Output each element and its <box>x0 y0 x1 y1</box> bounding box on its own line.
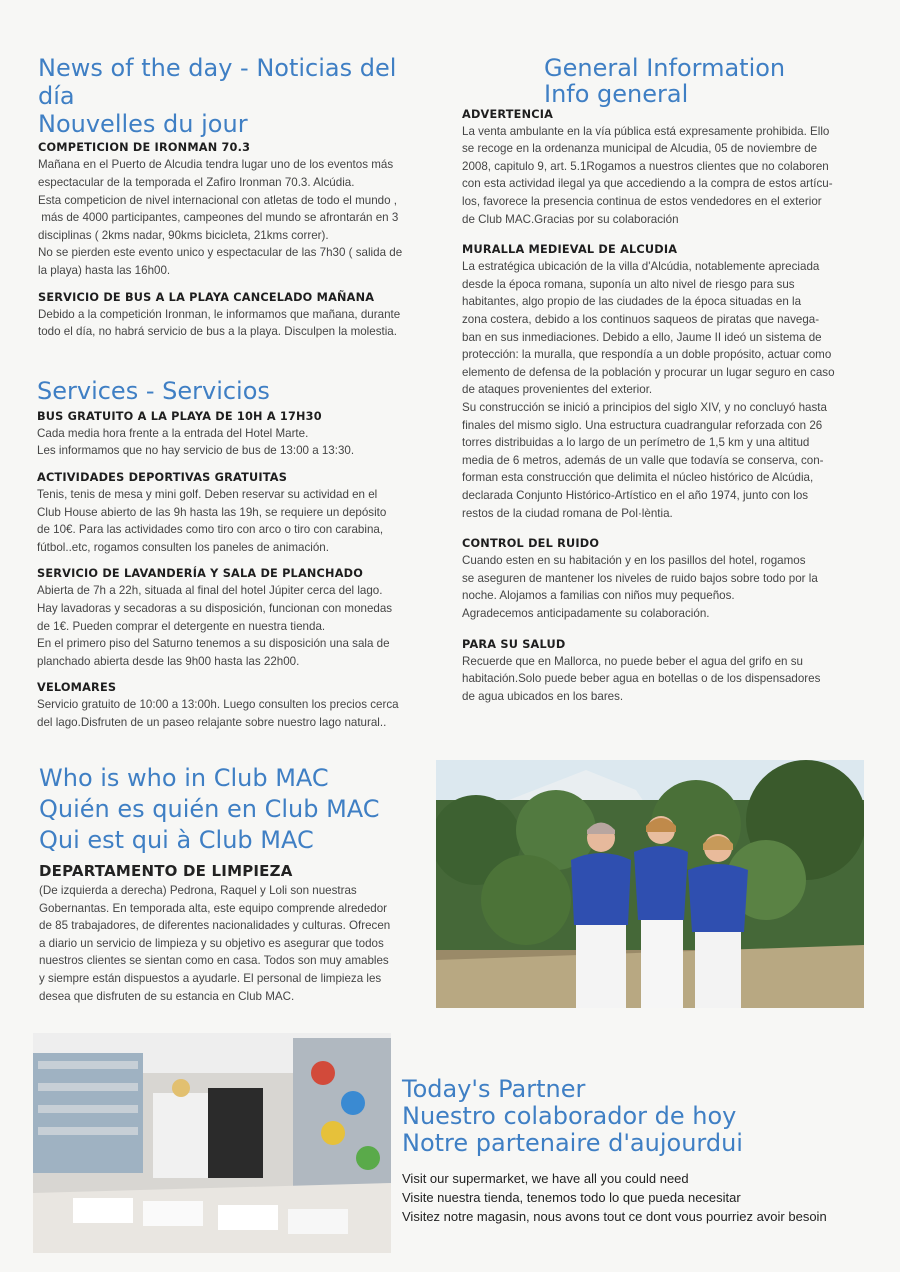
text-line: forman esta construcción que delimita el núcleo histórico de Alcúdia, <box>462 471 814 485</box>
news-item <box>38 140 438 279</box>
text-line: de 1€. Pueden comprar el detergente en nuestra tienda. <box>37 619 326 633</box>
service-item <box>37 566 437 670</box>
news-section <box>38 55 438 341</box>
text-line: del lago.Disfruten de un paseo relajante sobre nuestro lago natural.. <box>37 715 387 729</box>
text-line: Tenis, tenis de mesa y mini golf. Deben reservar su actividad en el <box>37 488 378 502</box>
text-line: 2008, capitulo 9, art. 5.1Rogamos a nuestros clientes que no colaboren <box>462 159 829 173</box>
text-line: La venta ambulante en la vía pública está expresamente prohibida. Ello <box>462 124 830 138</box>
text-line: los, favorece la presencia continua de estos vendedores en el exterior <box>462 195 822 209</box>
general-title-en: General Information <box>544 54 786 82</box>
partner-title-es: Nuestro colaborador de hoy <box>402 1102 737 1130</box>
info-item-heading: CONTROL DEL RUIDO <box>462 537 600 551</box>
services-section <box>37 378 437 732</box>
info-item-body <box>462 653 872 706</box>
service-item-heading: SERVICIO DE LAVANDERÍA Y SALA DE PLANCHADO <box>37 567 364 581</box>
text-line: elemento de defensa de la población y procurar un lugar seguro en caso <box>462 365 835 379</box>
partner-section <box>402 1076 897 1226</box>
service-item <box>37 409 437 460</box>
text-line: con esta actividad ilegal ya que accediendo a la compra de estos artícu- <box>462 177 833 191</box>
text-line: Hay lavadoras y secadoras a su disposición, funcionan con monedas <box>37 601 393 615</box>
text-line: de 85 trabajadores, de diferentes nacionalidades y culturas. Ofrecen <box>39 919 391 933</box>
who-body <box>39 882 439 1005</box>
text-line: nuestros clientes se sientan como en casa. Todos son muy amables <box>39 954 389 968</box>
who-title-fr: Qui est qui à Club MAC <box>39 826 314 854</box>
news-title-en-es: News of the day - Noticias del día <box>38 54 397 110</box>
service-item-heading: ACTIVIDADES DEPORTIVAS GRATUITAS <box>37 471 288 485</box>
staff-photo <box>436 760 864 1008</box>
text-line: la playa) hasta las 16h00. <box>38 264 171 278</box>
service-item <box>37 470 437 556</box>
text-line: se aseguren de mantener los niveles de ruido bajos sobre todo por la <box>462 571 818 585</box>
service-item-heading: VELOMARES <box>37 681 117 695</box>
text-line: finales del mismo siglo. Una estructura cuadrangular reforzada con 26 <box>462 418 823 432</box>
services-title: Services - Servicios <box>37 377 270 405</box>
service-item <box>37 680 437 731</box>
general-info-section <box>462 55 872 705</box>
text-line: zona costera, debido a los continuos saqueos de piratas que navega- <box>462 313 820 326</box>
service-item-body <box>37 486 437 556</box>
news-item-heading: COMPETICION DE IRONMAN 70.3 <box>38 141 251 155</box>
text-line: No se pierden este evento unico y espectacular de las 7h30 ( salida de <box>38 246 403 260</box>
partner-title-en: Today's Partner <box>402 1075 586 1103</box>
text-line: Visitez notre magasin, nous avons tout ce dont vous pourriez avoir besoin <box>402 1209 827 1224</box>
text-line: habitantes, algo propio de las ciudades de la época situadas en la <box>462 295 802 309</box>
text-line: ban en sus inmediaciones. Debido a ello, Jaume II ideó un sistema de <box>462 330 822 344</box>
text-line: Visit our supermarket, we have all you could need <box>402 1171 689 1186</box>
text-line: todo el día, no habrá servicio de bus a la playa. Disculpen la molestia. <box>38 325 397 339</box>
info-item-body <box>462 123 872 229</box>
text-line: y siempre están dispuestos a ayudarle. El personal de limpieza les <box>39 971 382 985</box>
service-item-body <box>37 425 437 460</box>
who-title-en: Who is who in Club MAC <box>39 764 329 792</box>
text-line: torres distribuidas a lo largo de un perímetro de 1,5 km y una altitud <box>462 436 810 450</box>
text-line: Servicio gratuito de 10:00 a 13:00h. Luego consulten los precios cerca <box>37 698 399 712</box>
text-line: Cuando esten en su habitación y en los pasillos del hotel, rogamos <box>462 554 806 568</box>
news-item <box>38 290 438 341</box>
partner-title-fr: Notre partenaire d'aujourdui <box>402 1129 743 1157</box>
text-line: disciplinas ( 2kms nadar, 90kms bicicleta, 21kms correr). <box>38 228 329 242</box>
who-heading: DEPARTAMENTO DE LIMPIEZA <box>39 862 293 880</box>
info-item <box>462 637 872 706</box>
text-line: Recuerde que en Mallorca, no puede beber el agua del grifo en su <box>462 654 803 668</box>
text-line: fútbol..etc, rogamos consulten los paneles de animación. <box>37 540 329 554</box>
text-line: protección: la muralla, que respondía a un doble propósito, actuar como <box>462 348 832 362</box>
text-line: habitación.Solo puede beber agua en botellas o de los dispensadores <box>462 672 821 686</box>
text-line: Club House abierto de las 9h hasta las 19h, se requiere un depósito <box>37 505 387 519</box>
text-line: desde la época romana, suponía un alto nivel de riesgo para sus <box>462 277 795 291</box>
text-line: restos de la ciudad romana de Pol·lèntia. <box>462 506 673 520</box>
text-line: de Club MAC.Gracias por su colaboración <box>462 212 679 226</box>
partner-body <box>402 1169 897 1226</box>
text-line: Visite nuestra tienda, tenemos todo lo que pueda necesitar <box>402 1190 741 1205</box>
info-item <box>462 107 872 229</box>
text-line: planchado abierta desde las 9h00 hasta las 22h00. <box>37 654 300 668</box>
text-line: a diario un servicio de limpieza y su objetivo es asegurar que todos <box>39 936 384 950</box>
text-line: Esta competicion de nivel internacional con atletas de todo el mundo , <box>38 193 397 207</box>
service-item-body <box>37 582 437 670</box>
text-line: La estratégica ubicación de la villa d'Alcúdia, notablemente apreciada <box>462 260 820 274</box>
text-line: se recoge en la ordenanza municipal de Alcudia, 05 de noviembre de <box>462 142 818 156</box>
text-line: desea que disfruten de su estancia en Club MAC. <box>39 989 295 1003</box>
info-item-body <box>462 258 872 522</box>
news-item-body <box>38 156 438 279</box>
shop-photo-illustration <box>33 1033 391 1253</box>
info-item-heading: MURALLA MEDIEVAL DE ALCUDIA <box>462 243 678 257</box>
text-line: espectacular de la temporada el Zafiro Ironman 70.3. Alcúdia. <box>38 176 355 190</box>
text-line: (De izquierda a derecha) Pedrona, Raquel y Loli son nuestras <box>39 884 357 897</box>
news-item-heading: SERVICIO DE BUS A LA PLAYA CANCELADO MAÑANA <box>38 290 375 304</box>
service-item-body <box>37 696 437 731</box>
service-item-heading: BUS GRATUITO A LA PLAYA DE 10H A 17H30 <box>37 409 322 423</box>
text-line: noche. Alojamos a familias con niños muy pequeños. <box>462 589 735 603</box>
info-item-heading: PARA SU SALUD <box>462 637 566 651</box>
text-line: de agua ubicados en los bares. <box>462 689 624 703</box>
news-title-fr: Nouvelles du jour <box>38 109 248 138</box>
info-item-heading: ADVERTENCIA <box>462 107 554 121</box>
who-title-es: Quién es quién en Club MAC <box>39 795 380 823</box>
news-item-body <box>38 306 438 341</box>
info-item <box>462 242 872 522</box>
text-line: Mañana en el Puerto de Alcudia tendra lugar uno de los eventos más <box>38 158 394 172</box>
text-line: de 10€. Para las actividades como tiro con arco o tiro con carabina, <box>37 523 384 537</box>
text-line: Agradecemos anticipadamente su colaboración. <box>462 606 710 620</box>
text-line: Debido a la competición Ironman, le informamos que mañana, durante <box>38 307 401 321</box>
info-item-body <box>462 552 872 622</box>
text-line: Cada media hora frente a la entrada del Hotel Marte. <box>37 426 309 440</box>
general-title-es: Info general <box>544 79 689 108</box>
text-line: Les informamos que no hay servicio de bus de 13:00 a 13:30. <box>37 444 355 458</box>
shop-photo <box>33 1033 391 1253</box>
text-line: media de 6 metros, además de un valle que todavía se conserva, con- <box>462 453 824 467</box>
text-line: más de 4000 participantes, campeones del mundo se afrontarán en 3 <box>38 211 399 225</box>
who-is-who-section <box>39 763 439 1005</box>
info-item <box>462 536 872 622</box>
text-line: En el primero piso del Saturno tenemos a su disposición una sala de <box>37 637 390 651</box>
text-line: Su construcción se inició a principios del siglo XIV, y no concluyó hasta <box>462 400 827 414</box>
text-line: de ataques provenientes del exterior. <box>462 383 653 397</box>
text-line: Abierta de 7h a 22h, situada al final del hotel Júpiter cerca del lago. <box>37 584 383 598</box>
staff-photo-illustration <box>436 760 864 1008</box>
text-line: Gobernantas. En temporada alta, este equipo comprende alrededor <box>39 901 388 915</box>
text-line: declarada Conjunto Histórico-Artístico en el año 1974, junto con los <box>462 488 809 502</box>
